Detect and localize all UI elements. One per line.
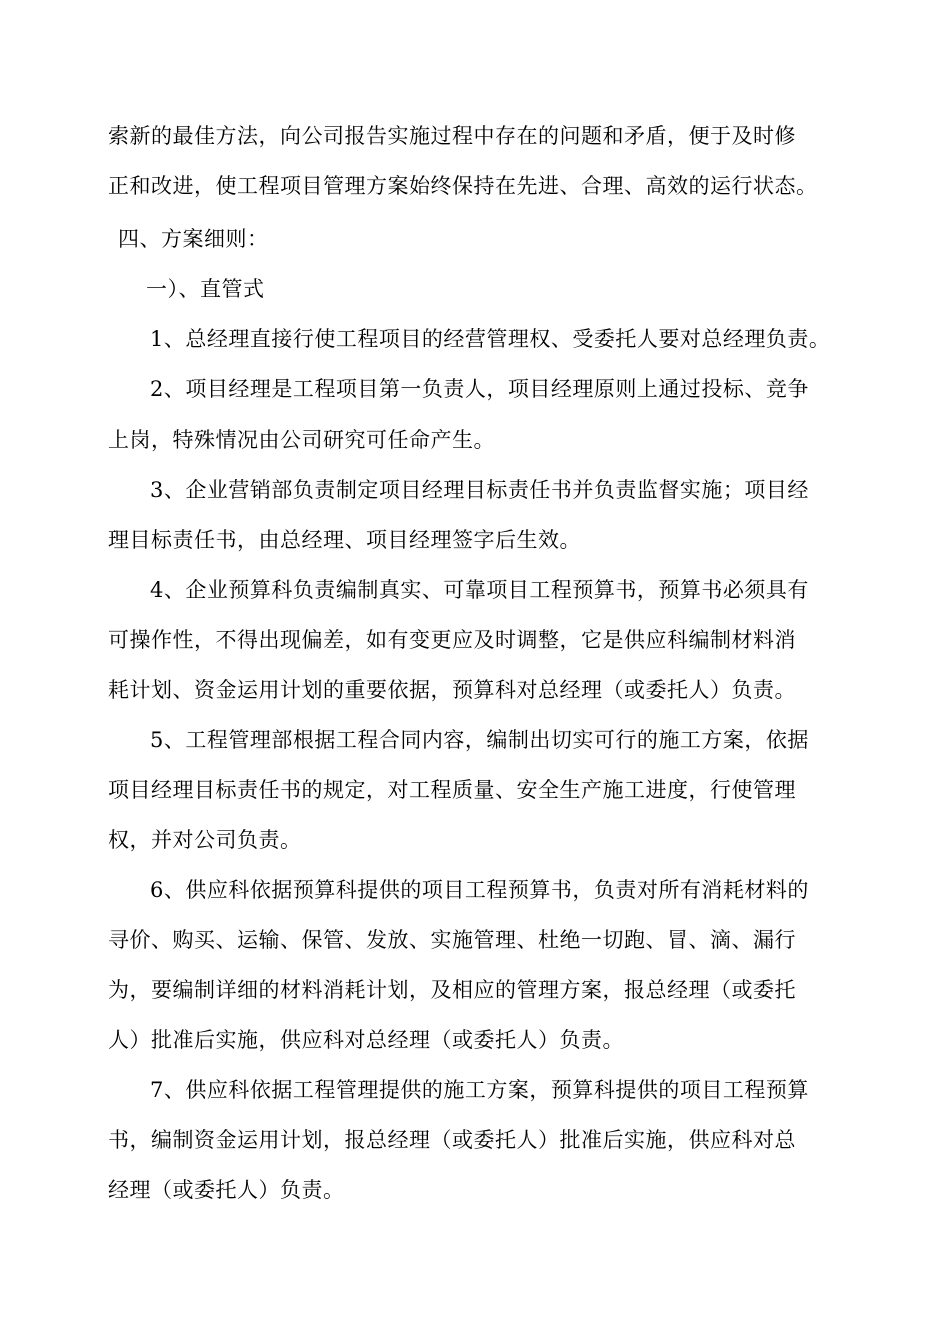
text-line: 理目标责任书，由总经理、项目经理签字后生效。 bbox=[108, 528, 581, 552]
section-heading: 四、方案细则： bbox=[118, 227, 269, 251]
text-line: 经理（或委托人）负责。 bbox=[108, 1178, 345, 1202]
text-line: 4、企业预算科负责编制真实、可靠项目工程预算书，预算书必须具有 bbox=[150, 578, 809, 602]
text-line: 6、供应科依据预算科提供的项目工程预算书，负责对所有消耗材料的 bbox=[150, 878, 809, 902]
text-line: 5、工程管理部根据工程合同内容，编制出切实可行的施工方案，依据 bbox=[150, 728, 809, 752]
text-line: 正和改进，使工程项目管理方案始终保持在先进、合理、高效的运行状态。 bbox=[108, 174, 818, 198]
text-line: 耗计划、资金运用计划的重要依据，预算科对总经理（或委托人）负责。 bbox=[108, 678, 796, 702]
subsection-heading: 一）、直管式 bbox=[146, 277, 265, 301]
text-line: 寻价、购买、运输、保管、发放、实施管理、杜绝一切跑、冒、滴、漏行 bbox=[108, 928, 796, 952]
text-line: 1、总经理直接行使工程项目的经营管理权、受委托人要对总经理负责。 bbox=[150, 327, 831, 351]
text-line: 7、供应科依据工程管理提供的施工方案，预算科提供的项目工程预算 bbox=[150, 1078, 809, 1102]
text-line: 项目经理目标责任书的规定，对工程质量、安全生产施工进度，行使管理 bbox=[108, 778, 796, 802]
text-line: 3、企业营销部负责制定项目经理目标责任书并负责监督实施；项目经 bbox=[150, 478, 809, 502]
text-line: 人）批准后实施，供应科对总经理（或委托人）负责。 bbox=[108, 1028, 624, 1052]
text-line: 可操作性，不得出现偏差，如有变更应及时调整，它是供应科编制材料消 bbox=[108, 628, 796, 652]
text-line: 权，并对公司负责。 bbox=[108, 828, 302, 852]
text-line: 书，编制资金运用计划，报总经理（或委托人）批准后实施，供应科对总 bbox=[108, 1128, 796, 1152]
text-line: 上岗，特殊情况由公司研究可任命产生。 bbox=[108, 428, 495, 452]
text-line: 2、项目经理是工程项目第一负责人，项目经理原则上通过投标、竞争 bbox=[150, 377, 809, 401]
text-line: 为，要编制详细的材料消耗计划，及相应的管理方案，报总经理（或委托 bbox=[108, 978, 796, 1002]
text-line: 索新的最佳方法，向公司报告实施过程中存在的问题和矛盾，便于及时修 bbox=[108, 124, 796, 148]
